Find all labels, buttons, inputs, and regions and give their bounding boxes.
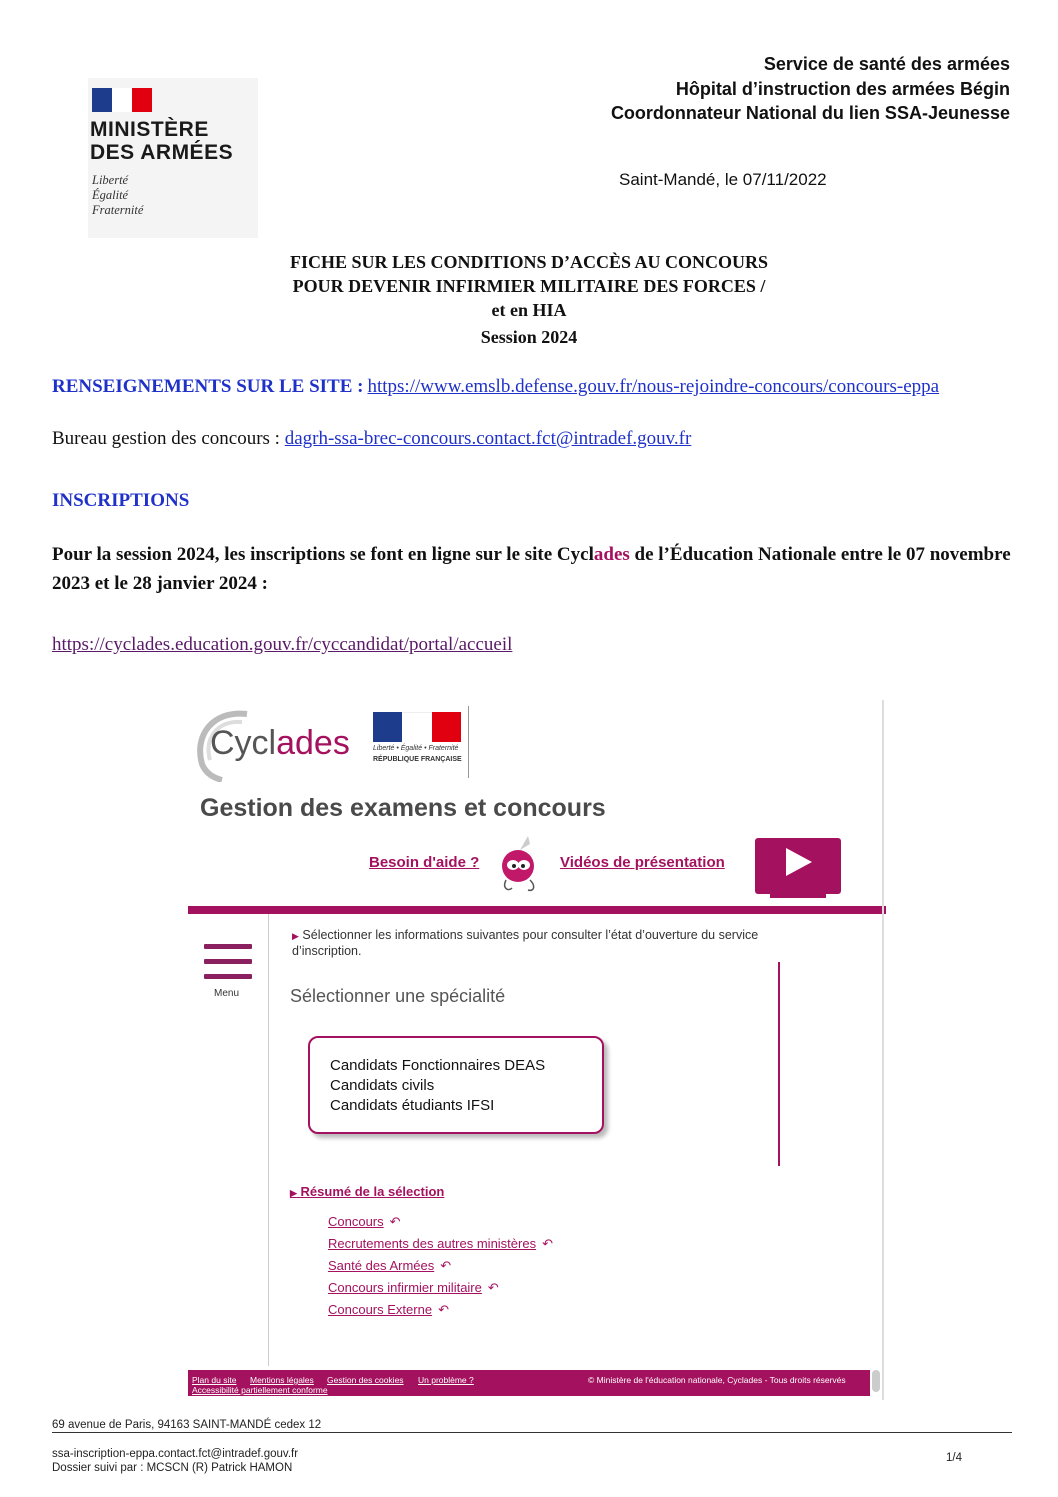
- page-number: 1/4: [946, 1452, 962, 1464]
- sidebar-border: [268, 914, 269, 1366]
- footer-link-legal[interactable]: Mentions légales: [250, 1375, 314, 1385]
- footer-link-problem[interactable]: Un problème ?: [418, 1375, 474, 1385]
- footer-rule: [52, 1432, 1012, 1433]
- bullet-arrow-icon: ▶: [292, 931, 299, 941]
- bullet-arrow-icon: ▶: [290, 1188, 297, 1198]
- window-edge: [882, 700, 884, 1400]
- back-arrow-icon: ↶: [389, 1214, 401, 1229]
- menu-label[interactable]: Menu: [214, 988, 240, 999]
- breadcrumb-item[interactable]: Concours infirmier militaire ↶: [328, 1280, 499, 1295]
- header-coordinator: Coordonnateur National du lien SSA-Jeunesse: [610, 103, 1010, 123]
- back-arrow-icon: ↶: [542, 1236, 553, 1251]
- back-arrow-icon: ↶: [438, 1302, 449, 1317]
- video-presentation-link[interactable]: Vidéos de présentation: [560, 854, 725, 871]
- bureau-label: Bureau gestion des concours :: [52, 428, 280, 449]
- back-arrow-icon: ↶: [487, 1280, 499, 1295]
- play-icon: [786, 848, 812, 876]
- ministry-name: MINISTÈRE DES ARMÉES: [90, 118, 234, 164]
- footer-email: ssa-inscription-eppa.contact.fct@intradef.gouv.fr: [52, 1448, 299, 1460]
- speciality-option[interactable]: Candidats Fonctionnaires DEAS: [330, 1057, 546, 1074]
- document-date: Saint-Mandé, le 07/11/2022: [619, 170, 827, 189]
- cyclades-screenshot: [180, 700, 886, 1400]
- doc-title-line1: FICHE SUR LES CONDITIONS D’ACCÈS AU CONCOURS: [289, 252, 769, 272]
- footer-link-sitemap[interactable]: Plan du site: [192, 1375, 237, 1385]
- speciality-option[interactable]: Candidats étudiants IFSI: [330, 1097, 495, 1114]
- info-line: [52, 376, 939, 398]
- marianne-flag-icon: [92, 88, 152, 112]
- cyclades-link[interactable]: https://cyclades.education.gouv.fr/cyccandidat/portal/accueil: [52, 634, 513, 655]
- info-instruction: ▶ Sélectionner les informations suivantes pour consulter l’état d’ouverture du service d’inscription.: [292, 928, 759, 958]
- footer-followed-by: Dossier suivi par : MCSCN (R) Patrick HAMON: [52, 1462, 293, 1474]
- logo-separator: [468, 706, 469, 778]
- cyclades-footer: [188, 1370, 870, 1396]
- footer-address: 69 avenue de Paris, 94163 SAINT-MANDÉ cedex 12: [52, 1419, 322, 1431]
- info-label: RENSEIGNEMENTS SUR LE SITE :: [52, 376, 364, 397]
- speciality-option[interactable]: Candidats civils: [330, 1077, 435, 1094]
- tv-stand: [770, 894, 826, 898]
- breadcrumb-item[interactable]: Concours ↶: [328, 1214, 401, 1229]
- inscriptions-heading: INSCRIPTIONS: [52, 490, 190, 511]
- bureau-email-link[interactable]: dagrh-ssa-brec-concours.contact.fct@intradef.gouv.fr: [284, 428, 692, 449]
- mascot-icon: [498, 832, 540, 896]
- breadcrumb-item[interactable]: Concours Externe ↶: [328, 1302, 449, 1317]
- inscriptions-paragraph: Pour la session 2024, les inscriptions se font en ligne sur le site Cyclades de l’Éducation Nationale entre le 07 novembre 2023 et le 28 janvier 2024 :: [52, 544, 1011, 594]
- breadcrumb-item[interactable]: Recrutements des autres ministères ↶: [328, 1236, 553, 1251]
- footer-contact: [52, 1447, 298, 1475]
- cyclades-logo: Cyclades: [210, 724, 350, 762]
- header-service: Service de santé des armées: [763, 54, 1010, 74]
- breadcrumb-item[interactable]: Santé des Armées ↶: [328, 1258, 452, 1273]
- doc-title-line3: et en HIA: [491, 300, 567, 320]
- republique-francaise-flag-icon: [373, 712, 461, 742]
- header-hospital: Hôpital d’instruction des armées Bégin: [675, 79, 1010, 99]
- help-link[interactable]: Besoin d'aide ?: [369, 854, 480, 871]
- footer-copyright: © Ministère de l'éducation nationale, Cyclades - Tous droits réservés: [588, 1375, 846, 1385]
- selection-summary[interactable]: ▶ Résumé de la sélection: [290, 1184, 445, 1199]
- header-divider: [188, 906, 886, 914]
- speciality-list: [308, 1036, 604, 1134]
- doc-title-line2: POUR DEVENIR INFIRMIER MILITAIRE DES FORCES /: [292, 276, 766, 296]
- scrollbar[interactable]: [872, 1370, 880, 1392]
- select-speciality-title: Sélectionner une spécialité: [290, 986, 506, 1006]
- doc-title-session: Session 2024: [480, 327, 578, 347]
- footer-link-cookies[interactable]: Gestion des cookies: [327, 1375, 404, 1385]
- bureau-line: [52, 428, 691, 450]
- footer-link-accessibility[interactable]: Accessibilité partiellement conforme: [192, 1385, 328, 1395]
- ministry-motto: Liberté Égalité Fraternité: [92, 173, 144, 217]
- republique-francaise-text: Liberté • Égalité • Fraternité RÉPUBLIQUE FRANÇAISE: [373, 745, 462, 763]
- vertical-separator: [778, 962, 780, 1166]
- back-arrow-icon: ↶: [440, 1258, 452, 1273]
- cyclades-page-title: Gestion des examens et concours: [200, 794, 606, 822]
- menu-icon[interactable]: [204, 944, 252, 989]
- emslb-link[interactable]: https://www.emslb.defense.gouv.fr/nous-rejoindre-concours/concours-eppa: [367, 376, 940, 397]
